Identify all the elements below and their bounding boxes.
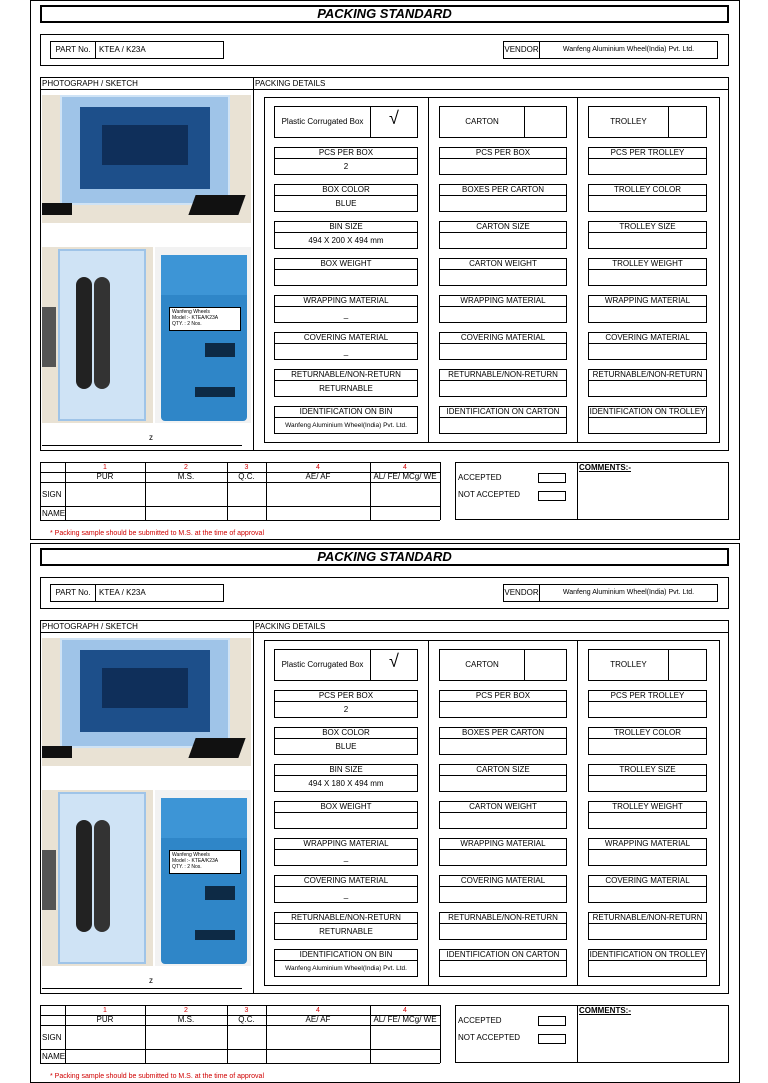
field-label: RETURNABLE/NON-RETURN — [440, 913, 566, 924]
approver-role: PUR — [96, 472, 114, 481]
field-box-color — [274, 184, 418, 212]
field-label: TROLLEY SIZE — [589, 765, 706, 776]
column-divider — [428, 640, 429, 986]
sign-row-label: SIGN — [42, 490, 62, 499]
sticker-line: QTY. : 2 Nos. — [172, 864, 202, 870]
pack-type-label: TROLLEY — [610, 660, 647, 669]
field-label: IDENTIFICATION ON TROLLEY — [589, 950, 706, 959]
field-wrapping-material — [439, 295, 567, 323]
accepted-checkbox[interactable] — [538, 1016, 566, 1026]
field-trolley-size — [588, 221, 707, 249]
approval-table — [40, 462, 440, 520]
field-covering-material — [588, 875, 707, 903]
footnote: * Packing sample should be submitted to M.S. at the time of approval — [50, 530, 265, 537]
field-value[interactable]: Wanfeng Aluminium Wheel(India) Pvt. Ltd. — [285, 422, 407, 429]
field-value[interactable]: 494 X 200 X 494 mm — [308, 236, 384, 245]
bin-top-photo — [42, 638, 251, 766]
approver-number: 2 — [184, 1007, 188, 1014]
approver-role: AE/ AF — [305, 1015, 331, 1024]
sheet-title: PACKING STANDARD — [40, 5, 729, 23]
field-label: RETURNABLE/NON-RETURN — [440, 370, 566, 381]
field-label: IDENTIFICATION ON CARTON — [440, 950, 566, 961]
field-box-weight — [274, 258, 418, 286]
field-label: COVERING MATERIAL — [589, 333, 706, 344]
table-rule — [40, 1025, 440, 1026]
field-label: BIN SIZE — [275, 222, 417, 233]
photo-caption: z — [149, 976, 153, 985]
field-boxes-per-carton — [439, 184, 567, 212]
field-label: TROLLEY COLOR — [589, 185, 706, 196]
approver-role: M.S. — [177, 472, 195, 481]
field-covering-material — [439, 332, 567, 360]
field-value[interactable]: Wanfeng Aluminium Wheel(India) Pvt. Ltd. — [285, 965, 407, 972]
photo-section-label: PHOTOGRAPH / SKETCH — [42, 79, 138, 88]
sticker-line: Wanfeng Wheels — [172, 852, 210, 858]
field-label: COVERING MATERIAL — [275, 876, 417, 887]
part-no-label: PART No. — [50, 41, 96, 59]
table-rule — [440, 1005, 441, 1063]
approver-number: 3 — [244, 464, 249, 471]
field-label: TROLLEY WEIGHT — [589, 259, 706, 270]
carton-type-box — [439, 649, 567, 681]
field-trolley-color — [588, 184, 707, 212]
approver-role: PUR — [96, 1015, 114, 1024]
field-label: WRAPPING MATERIAL — [440, 839, 566, 850]
field-value[interactable]: BLUE — [335, 742, 357, 751]
field-label: RETURNABLE/NON-RETURN — [275, 370, 417, 381]
field-pcs-per-box — [274, 147, 418, 175]
packing-section-label: PACKING DETAILS — [255, 79, 326, 88]
comments-label: COMMENTS:- — [579, 1006, 631, 1015]
sticker-line: Model :- KTEA/K23A — [172, 858, 219, 864]
field-label: BOX WEIGHT — [275, 802, 417, 813]
bin-type-box — [274, 649, 418, 681]
part-no-label: PART No. — [50, 584, 96, 602]
field-carton-size — [439, 221, 567, 249]
column-divider — [428, 97, 429, 443]
bin-closed-photo — [155, 247, 251, 423]
field-value[interactable]: RETURNABLE — [319, 384, 373, 393]
vendor-value: Wanfeng Aluminium Wheel(India) Pvt. Ltd. — [539, 41, 718, 59]
pack-type-checkbox[interactable] — [668, 650, 706, 680]
field-returnable-non-return — [274, 912, 418, 940]
field-label: BOX COLOR — [275, 728, 417, 739]
photo-section-label: PHOTOGRAPH / SKETCH — [42, 622, 138, 631]
bin-top-photo — [42, 95, 251, 223]
field-label: IDENTIFICATION ON BIN — [275, 407, 417, 418]
field-label: IDENTIFICATION ON BIN — [275, 950, 417, 961]
pack-type-checkbox[interactable] — [668, 107, 706, 137]
part-no-value: KTEA / K23A — [95, 41, 224, 59]
field-label: WRAPPING MATERIAL — [275, 296, 417, 307]
table-rule — [40, 462, 41, 520]
table-rule — [40, 1063, 440, 1064]
field-value[interactable]: 2 — [343, 162, 349, 171]
field-covering-material — [588, 332, 707, 360]
field-label: BIN SIZE — [275, 765, 417, 776]
field-label: BOXES PER CARTON — [440, 185, 566, 196]
field-label: BOX WEIGHT — [275, 259, 417, 270]
field-label: PCS PER TROLLEY — [589, 148, 706, 159]
section-divider — [253, 77, 254, 451]
field-identification-on-carton — [439, 949, 567, 977]
field-trolley-weight — [588, 258, 707, 286]
approver-number: 2 — [184, 464, 188, 471]
field-label: COVERING MATERIAL — [589, 876, 706, 887]
field-wrapping-material — [588, 295, 707, 323]
pack-type-checkbox[interactable] — [524, 650, 566, 680]
field-label: PCS PER TROLLEY — [589, 691, 706, 702]
not-accepted-checkbox[interactable] — [538, 1034, 566, 1044]
caption-rule — [42, 988, 242, 989]
field-label: TROLLEY COLOR — [589, 728, 706, 739]
packing-standard-sheet — [30, 543, 740, 1083]
field-identification-on-bin — [274, 949, 418, 977]
field-bin-size — [274, 221, 418, 249]
field-identification-on-bin — [274, 406, 418, 434]
field-label: RETURNABLE/NON-RETURN — [589, 913, 706, 924]
table-rule — [40, 1049, 440, 1050]
field-value[interactable]: _ — [343, 310, 349, 319]
vendor-label: VENDOR — [503, 41, 540, 59]
bin-type-box — [274, 106, 418, 138]
field-bin-size — [274, 764, 418, 792]
pack-type-checkbox[interactable]: √ — [370, 107, 417, 137]
table-rule — [40, 506, 440, 507]
table-rule — [40, 520, 440, 521]
field-value[interactable]: _ — [343, 347, 349, 356]
field-value[interactable]: _ — [343, 890, 349, 899]
sheet-title: PACKING STANDARD — [40, 548, 729, 566]
field-identification-on-carton — [439, 406, 567, 434]
section-divider — [253, 620, 254, 994]
field-covering-material — [274, 875, 418, 903]
photo-label-rule — [40, 632, 253, 633]
field-carton-weight — [439, 801, 567, 829]
sticker-line: Wanfeng Wheels — [172, 309, 210, 315]
packing-standard-sheet — [30, 0, 740, 540]
field-label: CARTON WEIGHT — [440, 259, 566, 270]
field-label: RETURNABLE/NON-RETURN — [275, 913, 417, 924]
field-trolley-weight — [588, 801, 707, 829]
identification-sticker — [169, 307, 241, 331]
field-value[interactable]: 494 X 180 X 494 mm — [308, 779, 384, 788]
field-returnable-non-return — [274, 369, 418, 397]
approver-role: Q.C. — [238, 472, 255, 481]
pack-type-label: Plastic Corrugated Box — [281, 117, 364, 126]
pack-type-label: CARTON — [465, 117, 499, 126]
field-returnable-non-return — [588, 369, 707, 397]
field-trolley-size — [588, 764, 707, 792]
bin-side-photo — [42, 247, 153, 423]
name-row-label: NAME — [42, 509, 66, 518]
approver-role: AL/ FE/ MCg/ WE — [373, 1015, 437, 1024]
approver-number: 1 — [103, 1007, 107, 1014]
approval-table — [40, 1005, 440, 1063]
approver-number: 4 — [403, 464, 407, 471]
field-wrapping-material — [274, 838, 418, 866]
table-rule — [440, 462, 441, 520]
field-label: IDENTIFICATION ON CARTON — [440, 407, 566, 418]
field-identification-on-trolley — [588, 406, 707, 434]
field-label: TROLLEY WEIGHT — [589, 802, 706, 813]
column-divider — [577, 97, 578, 443]
accepted-label: ACCEPTED — [458, 473, 502, 482]
approver-number: 4 — [316, 1007, 320, 1014]
field-covering-material — [439, 875, 567, 903]
field-label: BOX COLOR — [275, 185, 417, 196]
field-label: COVERING MATERIAL — [440, 876, 566, 887]
field-label: WRAPPING MATERIAL — [440, 296, 566, 307]
approver-role: Q.C. — [238, 1015, 255, 1024]
approver-number: 4 — [316, 464, 320, 471]
photo-label-rule — [40, 89, 253, 90]
pack-type-label: CARTON — [465, 660, 499, 669]
field-label: WRAPPING MATERIAL — [589, 839, 706, 850]
caption-rule — [42, 445, 242, 446]
identification-sticker — [169, 850, 241, 874]
bin-closed-photo — [155, 790, 251, 966]
carton-type-box — [439, 106, 567, 138]
trolley-type-box — [588, 649, 707, 681]
field-label: CARTON WEIGHT — [440, 802, 566, 813]
field-label: BOXES PER CARTON — [440, 728, 566, 739]
comments-label: COMMENTS:- — [579, 463, 631, 472]
column-divider — [577, 640, 578, 986]
field-pcs-per-trolley — [588, 147, 707, 175]
field-returnable-non-return — [439, 369, 567, 397]
vendor-value: Wanfeng Aluminium Wheel(India) Pvt. Ltd. — [539, 584, 718, 602]
packing-label-rule — [253, 632, 729, 633]
field-value[interactable]: 2 — [343, 705, 349, 714]
sticker-line: Model :- KTEA/K23A — [172, 315, 219, 321]
field-pcs-per-box — [439, 147, 567, 175]
pack-type-checkbox[interactable]: √ — [370, 650, 417, 680]
field-label: PCS PER BOX — [275, 691, 417, 702]
sticker-line: QTY. : 2 Nos. — [172, 321, 202, 327]
field-label: IDENTIFICATION ON TROLLEY — [589, 407, 706, 416]
field-boxes-per-carton — [439, 727, 567, 755]
pack-type-label: TROLLEY — [610, 117, 647, 126]
field-label: PCS PER BOX — [275, 148, 417, 159]
not-accepted-checkbox[interactable] — [538, 491, 566, 501]
field-pcs-per-trolley — [588, 690, 707, 718]
field-value[interactable]: _ — [343, 853, 349, 862]
field-box-weight — [274, 801, 418, 829]
not-accepted-label: NOT ACCEPTED — [458, 1033, 521, 1042]
field-value[interactable]: RETURNABLE — [319, 927, 373, 936]
approver-number: 4 — [403, 1007, 407, 1014]
approver-role: AL/ FE/ MCg/ WE — [373, 472, 437, 481]
field-wrapping-material — [439, 838, 567, 866]
acceptance-divider — [577, 1005, 578, 1063]
sign-row-label: SIGN — [42, 1033, 62, 1042]
photo-caption: z — [149, 433, 153, 442]
field-wrapping-material — [274, 295, 418, 323]
field-label: TROLLEY SIZE — [589, 222, 706, 233]
field-returnable-non-return — [439, 912, 567, 940]
packing-label-rule — [253, 89, 729, 90]
pack-type-label: Plastic Corrugated Box — [281, 660, 364, 669]
part-no-value: KTEA / K23A — [95, 584, 224, 602]
field-identification-on-trolley — [588, 949, 707, 977]
packing-section-label: PACKING DETAILS — [255, 622, 326, 631]
field-trolley-color — [588, 727, 707, 755]
field-label: RETURNABLE/NON-RETURN — [589, 370, 706, 381]
field-label: CARTON SIZE — [440, 222, 566, 233]
field-pcs-per-box — [439, 690, 567, 718]
acceptance-divider — [577, 462, 578, 520]
field-returnable-non-return — [588, 912, 707, 940]
field-carton-size — [439, 764, 567, 792]
field-label: WRAPPING MATERIAL — [589, 296, 706, 307]
accepted-checkbox[interactable] — [538, 473, 566, 483]
approver-number: 1 — [103, 464, 107, 471]
vendor-label: VENDOR — [503, 584, 540, 602]
approver-role: AE/ AF — [305, 472, 331, 481]
approver-number: 3 — [244, 1007, 249, 1014]
accepted-label: ACCEPTED — [458, 1016, 502, 1025]
field-covering-material — [274, 332, 418, 360]
table-rule — [40, 1005, 41, 1063]
field-label: COVERING MATERIAL — [275, 333, 417, 344]
approver-role: M.S. — [177, 1015, 195, 1024]
footnote: * Packing sample should be submitted to M.S. at the time of approval — [50, 1073, 265, 1080]
field-label: CARTON SIZE — [440, 765, 566, 776]
field-value[interactable]: BLUE — [335, 199, 357, 208]
field-label: COVERING MATERIAL — [440, 333, 566, 344]
bin-side-photo — [42, 790, 153, 966]
pack-type-checkbox[interactable] — [524, 107, 566, 137]
field-wrapping-material — [588, 838, 707, 866]
field-carton-weight — [439, 258, 567, 286]
field-label: PCS PER BOX — [440, 691, 566, 702]
field-label: PCS PER BOX — [440, 148, 566, 159]
not-accepted-label: NOT ACCEPTED — [458, 490, 521, 499]
trolley-type-box — [588, 106, 707, 138]
field-box-color — [274, 727, 418, 755]
name-row-label: NAME — [42, 1052, 66, 1061]
field-pcs-per-box — [274, 690, 418, 718]
field-label: WRAPPING MATERIAL — [275, 839, 417, 850]
table-rule — [40, 482, 440, 483]
